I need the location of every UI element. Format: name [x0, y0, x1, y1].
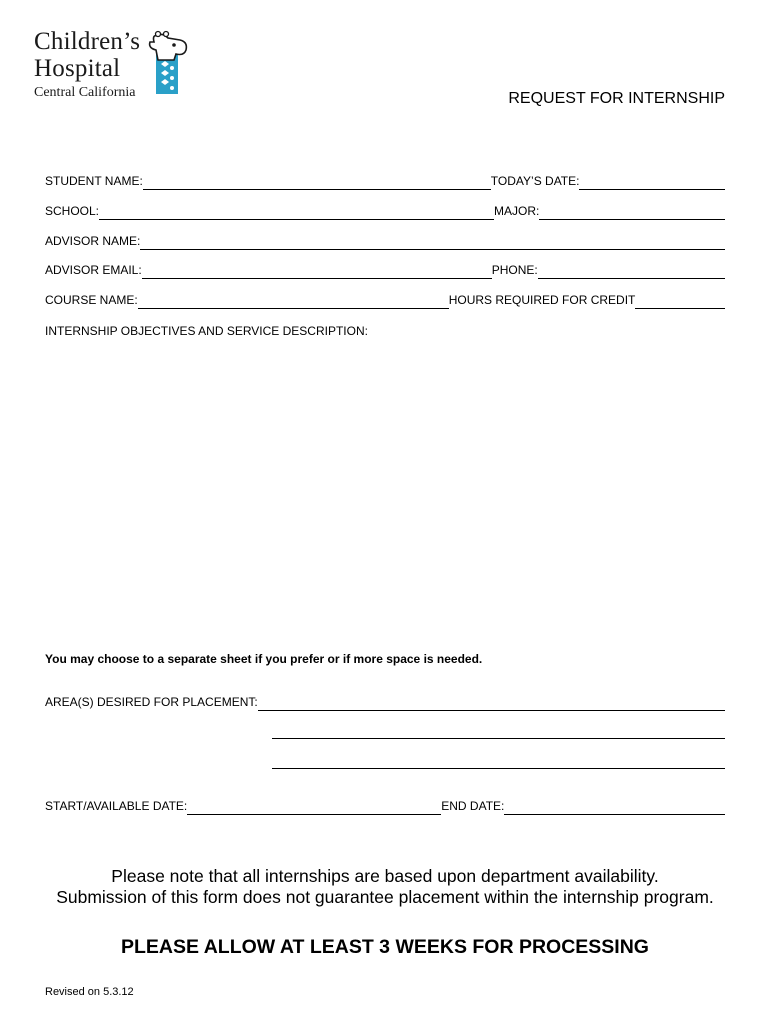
areas-desired-field-2[interactable]: [272, 738, 725, 739]
areas-desired-label: AREA(S) DESIRED FOR PLACEMENT:: [45, 695, 258, 709]
start-date-field[interactable]: [187, 800, 441, 815]
separate-sheet-note: You may choose to a separate sheet if you prefer or if more space is needed.: [45, 652, 483, 666]
end-date-label: END DATE:: [441, 799, 505, 813]
school-field[interactable]: [99, 205, 494, 220]
course-name-field[interactable]: [138, 294, 449, 309]
phone-field[interactable]: [538, 264, 725, 279]
major-field[interactable]: [539, 205, 725, 220]
logo-line-central-california: Central California: [34, 85, 136, 100]
phone-label: PHONE:: [491, 263, 538, 277]
student-name-field[interactable]: [143, 175, 491, 190]
hours-required-field[interactable]: [635, 294, 725, 309]
school-row: [45, 200, 725, 220]
course-name-label: COURSE NAME:: [45, 293, 138, 307]
start-date-label: START/AVAILABLE DATE:: [45, 799, 188, 813]
availability-notice: Please note that all internships are based upon department availability.: [111, 866, 659, 886]
placement-notice: Submission of this form does not guarantee placement within the internship program.: [56, 887, 714, 907]
revised-date: Revised on 5.3.12: [45, 986, 134, 998]
end-date-field[interactable]: [504, 800, 725, 815]
areas-desired-row: [45, 691, 725, 711]
school-label: SCHOOL:: [45, 204, 100, 218]
objectives-area[interactable]: [45, 345, 725, 640]
advisor-email-label: ADVISOR EMAIL:: [45, 263, 142, 277]
processing-notice: PLEASE ALLOW AT LEAST 3 WEEKS FOR PROCESSING: [121, 936, 649, 958]
course-name-row: [45, 289, 725, 309]
advisor-email-row: [45, 259, 725, 279]
student-name-row: [45, 170, 725, 190]
advisor-name-field[interactable]: [140, 235, 725, 250]
areas-desired-field-1[interactable]: [258, 696, 725, 711]
hospital-logo-text: [34, 28, 140, 102]
advisor-name-row: [45, 230, 725, 250]
advisor-email-field[interactable]: [142, 264, 492, 279]
major-label: MAJOR:: [494, 204, 540, 218]
logo-line-hospital: Hospital: [34, 55, 121, 82]
form-title: REQUEST FOR INTERNSHIP: [508, 90, 725, 107]
advisor-name-label: ADVISOR NAME:: [45, 234, 141, 248]
hours-required-label: HOURS REQUIRED FOR CREDIT: [448, 293, 636, 307]
dates-row: [45, 795, 725, 815]
student-name-label: STUDENT NAME:: [45, 174, 143, 188]
todays-date-label: TODAY’S DATE:: [490, 174, 580, 188]
giraffe-logo-icon: [144, 30, 190, 94]
logo-line-childrens: Children’s: [34, 28, 141, 55]
objectives-label: INTERNSHIP OBJECTIVES AND SERVICE DESCRIPTION:: [45, 324, 368, 338]
todays-date-field[interactable]: [579, 175, 725, 190]
areas-desired-field-3[interactable]: [272, 768, 725, 769]
